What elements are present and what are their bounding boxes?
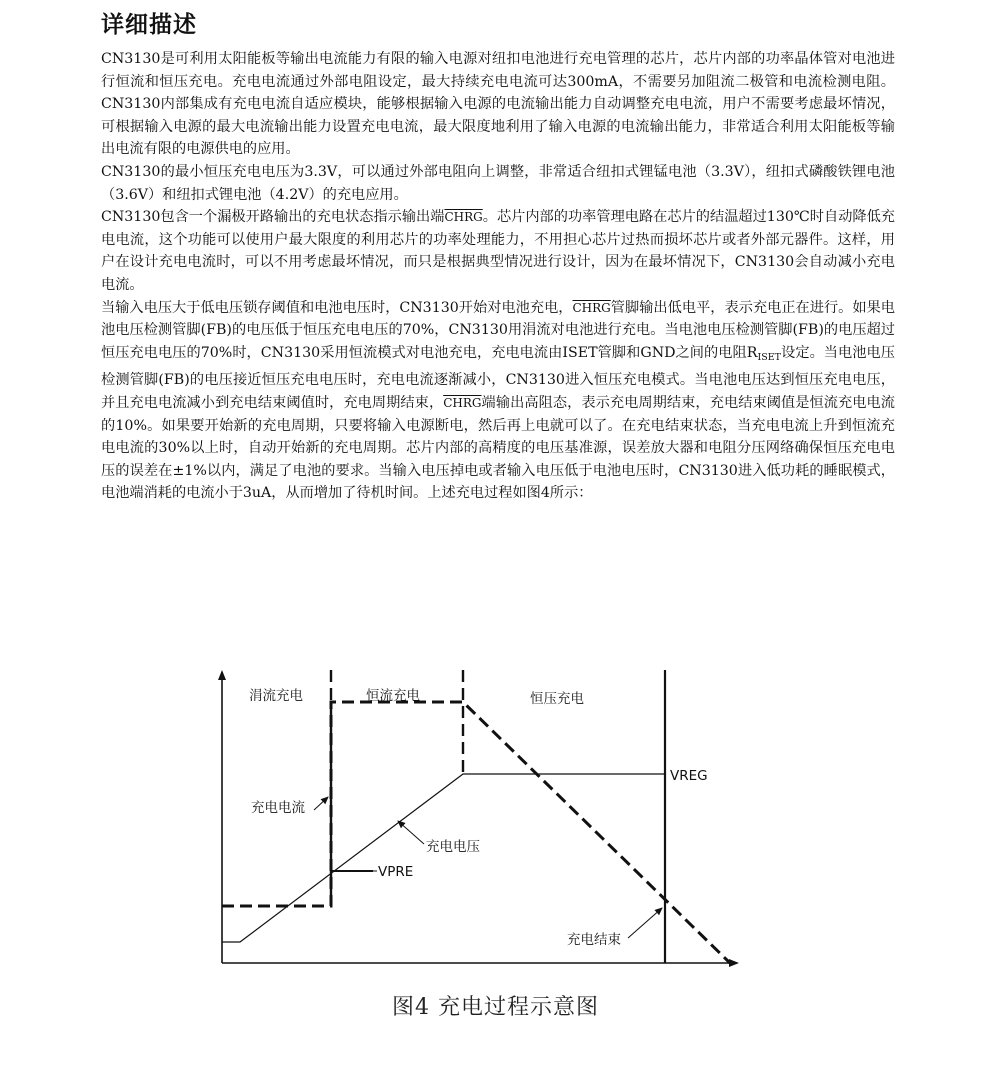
vreg-label: VREG (670, 768, 708, 784)
paragraph-4 (101, 297, 895, 505)
charge-current-leader (314, 797, 328, 810)
chrg-pin-name: CHRG (443, 395, 482, 410)
description-body (101, 48, 895, 505)
charge-current-label: 充电电流 (251, 800, 305, 816)
paragraph-4-text-c: 设定。当电池电压检测管脚(FB)的电压接近恒压充电电压时，充电电流逐渐减小，CN3130进入恒压充电模式。当电池电压达到恒压充电电压，并且充电电流减小到充电结束阈值时，充电周期结束， (101, 344, 895, 411)
charge-voltage-label: 充电电压 (426, 839, 480, 855)
region-cc-label: 恒流充电 (366, 688, 420, 704)
charge-voltage-leader (398, 821, 424, 844)
chrg-pin-name: CHRG (444, 210, 483, 225)
iset-subscript: ISET (757, 351, 782, 363)
paragraph-4-text-d: 端输出高阻态，表示充电周期结束，充电结束阈值是恒流充电电流的10%。如果要开始新的充电周期，只要将输入电源断电，然后再上电就可以了。在充电结束状态，当充电电流上升到恒流充电电流的30%以上时，自动开始新的充电周期。芯片内部的高精度的电压基准源，误差放大器和电阻分压网络确保恒压充电电压的误差在±1%以内，满足了电池的要求。当输入电压掉电或者输入电压低于电池电压时，CN3130进入低功耗的睡眠模式，电池端消耗的电流小于3uA，从而增加了待机时间。上述充电过程如图4所示： (101, 394, 895, 502)
charge-end-label: 充电结束 (567, 932, 621, 948)
chrg-pin-name: CHRG (572, 300, 611, 315)
paragraph-1: CN3130是可利用太阳能板等输出电流能力有限的输入电源对纽扣电池进行充电管理的芯片，芯片内部的功率晶体管对电池进行恒流和恒压充电。充电电流通过外部电阻设定，最大持续充电电流可达300mA，不需要另加阻流二极管和电流检测电阻。CN3130内部集成有充电电流自适应模块，能够根据输入电源的电流输出能力自动调整充电电流，用户不需要考虑最坏情况，可根据输入电源的最大电流输出能力设置充电电流，最大限度地利用了输入电源的电流输出能力，非常适合利用太阳能板等输出电流有限的电源供电的应用。 (101, 51, 895, 158)
charge-end-leader (628, 908, 662, 938)
section-heading: 详细描述 (101, 12, 197, 38)
paragraph-4-text-b: 管脚输出低电平，表示充电正在进行。如果电池电压检测管脚(FB)的电压低于恒压充电电压的70%，CN3130用涓流对电池进行充电。当电池电压检测管脚(FB)的电压超过恒压充电电压的70%时，CN3130采用恒流模式对电池充电，充电电流由ISET管脚和GND之间的电阻R (101, 299, 895, 361)
paragraph-3 (101, 206, 895, 296)
charge-process-diagram (200, 660, 760, 980)
paragraph-2: CN3130的最小恒压充电电压为3.3V，可以通过外部电阻向上调整，非常适合纽扣式锂锰电池（3.3V），纽扣式磷酸铁锂电池（3.6V）和纽扣式锂电池（4.2V）的充电应用。 (101, 163, 895, 203)
paragraph-3-text-b: 。芯片内部的功率管理电路在芯片的结温超过130℃时自动降低充电电流，这个功能可以使用户最大限度的利用芯片的功率处理能力，不用担心芯片过热而损坏芯片或者外部元器件。这样，用户在设计充电电流时，可以不用考虑最坏情况，而只是根据典型情况进行设计，因为在最坏情况下，CN3130会自动减小充电电流。 (101, 209, 895, 293)
charge-process-figure (200, 660, 760, 980)
paragraph-4-text-a: 当输入电压大于低电压锁存阈值和电池电压时，CN3130开始对电池充电， (101, 299, 573, 316)
charge-current-curve (222, 702, 730, 963)
paragraph-3-text-a: CN3130包含一个漏极开路输出的充电状态指示输出端 (101, 209, 445, 226)
region-cv-label: 恒压充电 (530, 691, 584, 707)
region-trickle-label: 涓流充电 (249, 688, 303, 704)
vpre-label: VPRE (378, 864, 414, 880)
figure-caption: 图4 充电过程示意图 (392, 995, 599, 1020)
